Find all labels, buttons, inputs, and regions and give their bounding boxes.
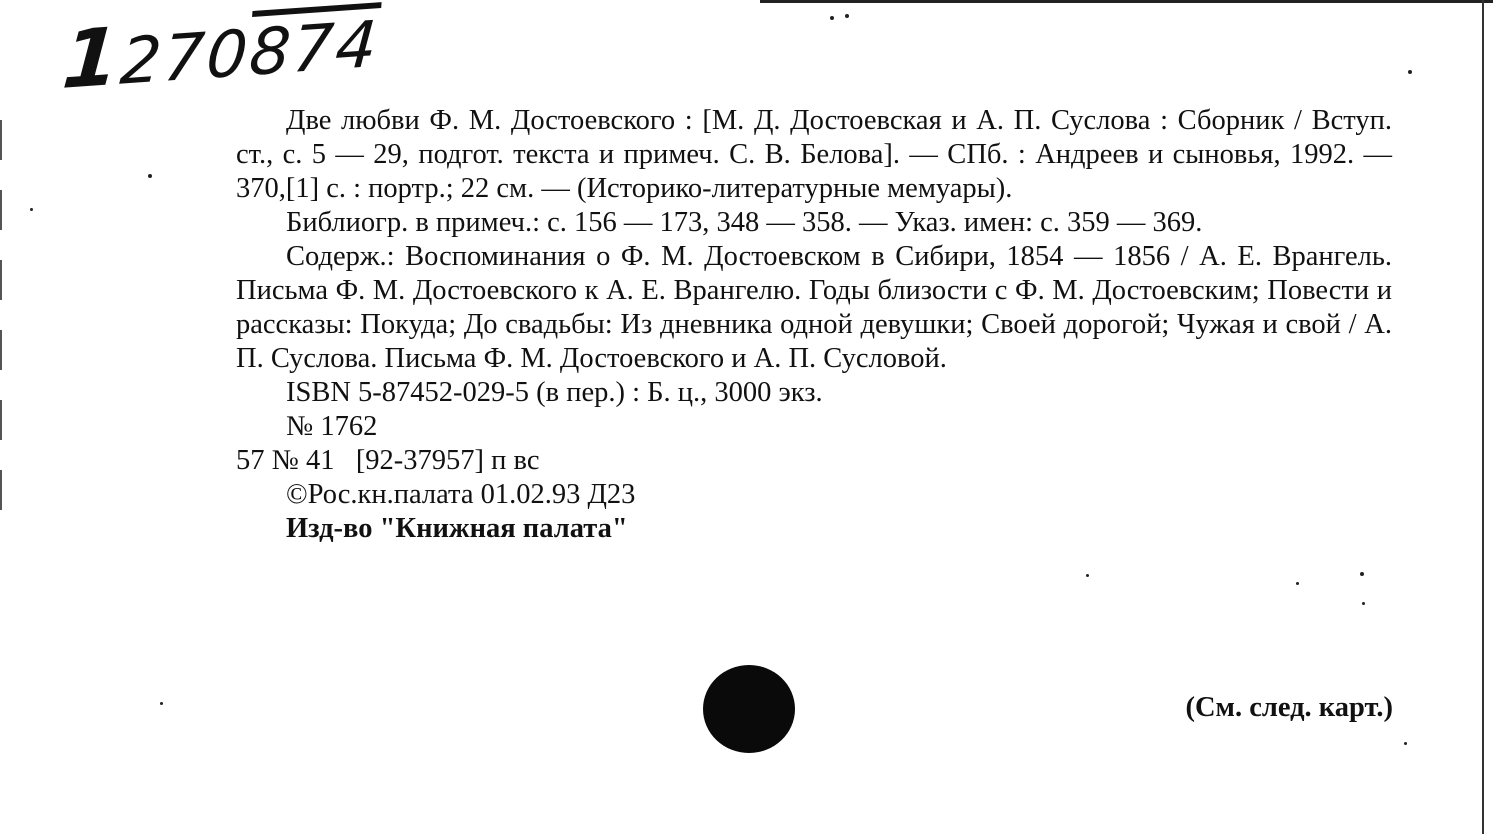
bibliographic-description: Две любви Ф. М. Достоевского : [М. Д. Достоевская и А. П. Суслова : Сборник / Вступ. ст., с. 5 — 29, подгот. текста и примеч. С. В. Белова]. — СПб. : Андреев и сыновья, 1992. — 370,[1] с. : портр.; 22 см. — (Историко-литературные мемуары). <box>236 105 1392 204</box>
scan-speck <box>1296 582 1299 585</box>
next-card-note: (См. след. карт.) <box>1185 692 1393 723</box>
scan-speck <box>1360 572 1364 576</box>
scan-speck <box>1408 70 1412 74</box>
index-line: 57 № 41 [92-37957] п вс <box>236 445 540 476</box>
scan-speck <box>845 14 849 18</box>
scan-border-left <box>0 120 2 540</box>
contents-note: Содерж.: Воспоминания о Ф. М. Достоевском в Сибири, 1854 — 1856 / А. Е. Врангель. Письма Ф. М. Достоевского к А. Е. Врангелю. Годы близости с Ф. М. Достоевским; Повести и рассказы: Покуда; До свадьбы: Из дневника одной девушки; Своей дорогой; Чужая и свой / А. П. Суслова. Письма Ф. М. Достоевского и А. П. Сусловой. <box>236 241 1392 374</box>
scan-border-top <box>760 0 1493 3</box>
scan-speck <box>148 174 152 178</box>
scan-border-right <box>1482 0 1484 834</box>
scan-speck <box>1086 574 1089 577</box>
scan-speck <box>30 208 33 211</box>
number-line: № 1762 <box>286 411 378 442</box>
scan-speck <box>160 702 163 705</box>
handwritten-number-mid: 270 <box>117 16 253 100</box>
scan-speck <box>830 16 834 20</box>
handwritten-number-first: 1 <box>59 9 125 107</box>
bibliography-note: Библиогр. в примеч.: с. 156 — 173, 348 — 358. — Указ. имен: с. 359 — 369. <box>286 207 1203 238</box>
handwritten-number-last: 874 <box>246 8 382 91</box>
isbn-line: ISBN 5-87452-029-5 (в пер.) : Б. ц., 3000 экз. <box>286 377 823 408</box>
ink-blot <box>703 665 795 753</box>
scan-speck <box>1404 742 1407 745</box>
handwritten-inventory-number <box>59 0 382 107</box>
copyright-line: ©Рос.кн.палата 01.02.93 Д23 <box>286 479 636 510</box>
card-text <box>236 104 1392 546</box>
publisher-line: Изд-во "Книжная палата" <box>286 513 628 544</box>
scan-speck <box>1362 602 1365 605</box>
